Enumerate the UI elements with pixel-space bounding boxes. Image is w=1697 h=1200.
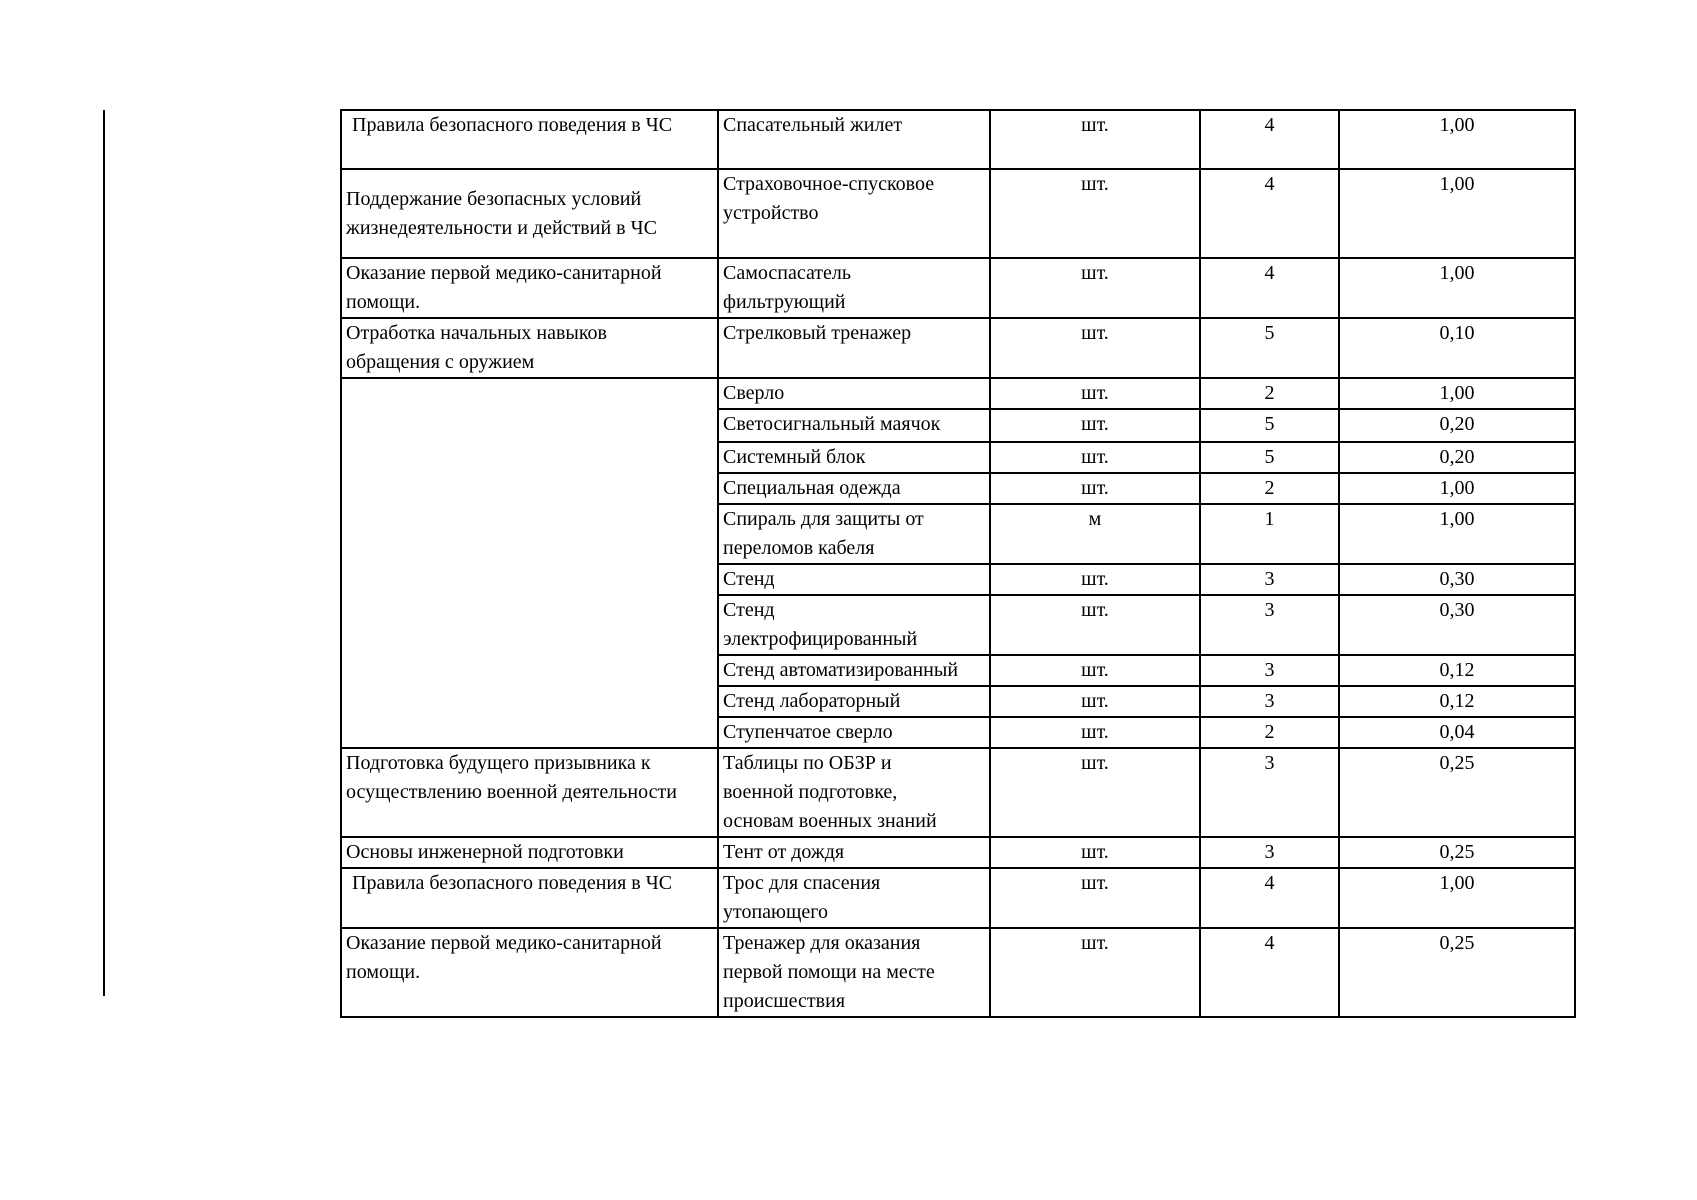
- topic-text: Правила безопасного поведения в ЧС: [352, 114, 673, 136]
- unit-cell: м: [990, 504, 1200, 564]
- table-row: [341, 868, 1575, 928]
- table-row: [341, 378, 1575, 409]
- coef-cell: 0,25: [1339, 837, 1575, 868]
- item-line: Спираль для защиты от: [723, 508, 924, 530]
- coef-cell: 0,25: [1339, 748, 1575, 837]
- item-line: основам военных знаний: [723, 810, 937, 832]
- item-line: Самоспасатель: [723, 262, 852, 284]
- table-row: [341, 928, 1575, 1017]
- topic-line: обращения с оружием: [346, 351, 535, 373]
- coef-cell: 1,00: [1339, 473, 1575, 504]
- topic-cell: [341, 169, 718, 258]
- unit-cell: шт.: [990, 595, 1200, 655]
- topic-cell: [341, 837, 718, 868]
- item-cell: [718, 318, 990, 378]
- item-line: Тренажер для оказания: [723, 932, 921, 954]
- item-line: Спасательный жилет: [723, 114, 903, 136]
- item-line: Стрелковый тренажер: [723, 322, 912, 344]
- item-cell: [718, 655, 990, 686]
- coef-cell: 1,00: [1339, 868, 1575, 928]
- qty-cell: 2: [1200, 378, 1339, 409]
- qty-cell: 3: [1200, 655, 1339, 686]
- topic-line: Оказание первой медико-санитарной: [346, 932, 662, 954]
- unit-cell: шт.: [990, 378, 1200, 409]
- coef-cell: 1,00: [1339, 504, 1575, 564]
- item-cell: [718, 378, 990, 409]
- coef-cell: 0,20: [1339, 442, 1575, 473]
- item-cell: [718, 595, 990, 655]
- item-cell: [718, 717, 990, 748]
- item-line: Светосигнальный маячок: [723, 413, 941, 435]
- unit-cell: шт.: [990, 318, 1200, 378]
- coef-cell: 1,00: [1339, 110, 1575, 169]
- topic-line: Поддержание безопасных условий: [346, 187, 642, 210]
- topic-line: Оказание первой медико-санитарной: [346, 262, 662, 284]
- item-cell: [718, 473, 990, 504]
- item-cell: [718, 409, 990, 442]
- qty-cell: 5: [1200, 442, 1339, 473]
- qty-cell: 3: [1200, 686, 1339, 717]
- unit-cell: шт.: [990, 110, 1200, 169]
- table-row: [341, 748, 1575, 837]
- item-cell: [718, 258, 990, 318]
- topic-line: жизнедеятельности и действий в ЧС: [346, 216, 657, 239]
- item-line: переломов кабеля: [723, 537, 875, 559]
- item-line: военной подготовке,: [723, 781, 898, 803]
- item-cell: [718, 868, 990, 928]
- topic-line: Подготовка будущего призывника к: [346, 752, 651, 774]
- coef-cell: 0,04: [1339, 717, 1575, 748]
- item-line: Системный блок: [723, 446, 866, 468]
- topic-text: Правила безопасного поведения в ЧС: [352, 872, 673, 894]
- qty-cell: 4: [1200, 110, 1339, 169]
- unit-cell: шт.: [990, 169, 1200, 258]
- item-cell: [718, 928, 990, 1017]
- item-line: Тент от дождя: [723, 841, 845, 863]
- table-row: [341, 318, 1575, 378]
- coef-cell: 0,12: [1339, 655, 1575, 686]
- item-line: первой помощи на месте: [723, 961, 935, 983]
- item-line: Таблицы по ОБЗР и: [723, 752, 892, 774]
- unit-cell: шт.: [990, 928, 1200, 1017]
- qty-cell: 5: [1200, 318, 1339, 378]
- item-cell: [718, 748, 990, 837]
- qty-cell: 4: [1200, 868, 1339, 928]
- equipment-table: [340, 109, 1576, 1018]
- coef-cell: 1,00: [1339, 169, 1575, 258]
- unit-cell: шт.: [990, 473, 1200, 504]
- topic-cell: [341, 928, 718, 1017]
- item-line: Трос для спасения: [723, 872, 881, 894]
- topic-cell: [341, 318, 718, 378]
- table-row: [341, 837, 1575, 868]
- item-line: Сверло: [723, 382, 785, 404]
- topic-cell: [341, 110, 718, 169]
- item-cell: [718, 564, 990, 595]
- unit-cell: шт.: [990, 686, 1200, 717]
- qty-cell: 3: [1200, 564, 1339, 595]
- item-line: утопающего: [723, 901, 828, 923]
- item-cell: [718, 504, 990, 564]
- item-line: происшествия: [723, 990, 846, 1012]
- item-line: Стенд: [723, 568, 775, 590]
- item-cell: [718, 169, 990, 258]
- item-cell: [718, 837, 990, 868]
- item-line: электрофицированный: [723, 628, 918, 650]
- topic-cell: [341, 258, 718, 318]
- topic-cell-empty: [341, 378, 718, 748]
- table-row: [341, 110, 1575, 169]
- coef-cell: 0,10: [1339, 318, 1575, 378]
- coef-cell: 0,30: [1339, 564, 1575, 595]
- unit-cell: шт.: [990, 748, 1200, 837]
- qty-cell: 2: [1200, 717, 1339, 748]
- item-cell: [718, 110, 990, 169]
- coef-cell: 0,12: [1339, 686, 1575, 717]
- qty-cell: 2: [1200, 473, 1339, 504]
- coef-cell: 1,00: [1339, 378, 1575, 409]
- qty-cell: 3: [1200, 748, 1339, 837]
- qty-cell: 5: [1200, 409, 1339, 442]
- unit-cell: шт.: [990, 868, 1200, 928]
- qty-cell: 4: [1200, 928, 1339, 1017]
- topic-cell: [341, 748, 718, 837]
- unit-cell: шт.: [990, 717, 1200, 748]
- table-row: [341, 258, 1575, 318]
- table-row: [341, 169, 1575, 258]
- item-cell: [718, 442, 990, 473]
- item-line: Стенд: [723, 599, 775, 621]
- unit-cell: шт.: [990, 837, 1200, 868]
- topic-cell: [341, 868, 718, 928]
- qty-cell: 3: [1200, 837, 1339, 868]
- coef-cell: 0,25: [1339, 928, 1575, 1017]
- item-line: Стенд лабораторный: [723, 690, 901, 712]
- page-margin-line: [103, 110, 105, 996]
- topic-line: помощи.: [346, 291, 421, 313]
- unit-cell: шт.: [990, 655, 1200, 686]
- item-line: Стенд автоматизированный: [723, 659, 959, 681]
- item-line: устройство: [723, 202, 819, 224]
- qty-cell: 4: [1200, 169, 1339, 258]
- coef-cell: 0,30: [1339, 595, 1575, 655]
- unit-cell: шт.: [990, 258, 1200, 318]
- unit-cell: шт.: [990, 409, 1200, 442]
- coef-cell: 1,00: [1339, 258, 1575, 318]
- coef-cell: 0,20: [1339, 409, 1575, 442]
- item-line: Специальная одежда: [723, 477, 901, 499]
- topic-line: осуществлению военной деятельности: [346, 781, 677, 803]
- topic-line: Отработка начальных навыков: [346, 322, 607, 344]
- unit-cell: шт.: [990, 442, 1200, 473]
- item-line: Ступенчатое сверло: [723, 721, 893, 743]
- topic-text: Основы инженерной подготовки: [346, 841, 624, 863]
- topic-line: помощи.: [346, 961, 421, 983]
- unit-cell: шт.: [990, 564, 1200, 595]
- item-cell: [718, 686, 990, 717]
- item-line: фильтрующий: [723, 291, 846, 313]
- qty-cell: 3: [1200, 595, 1339, 655]
- item-line: Страховочное-спусковое: [723, 173, 935, 195]
- qty-cell: 1: [1200, 504, 1339, 564]
- qty-cell: 4: [1200, 258, 1339, 318]
